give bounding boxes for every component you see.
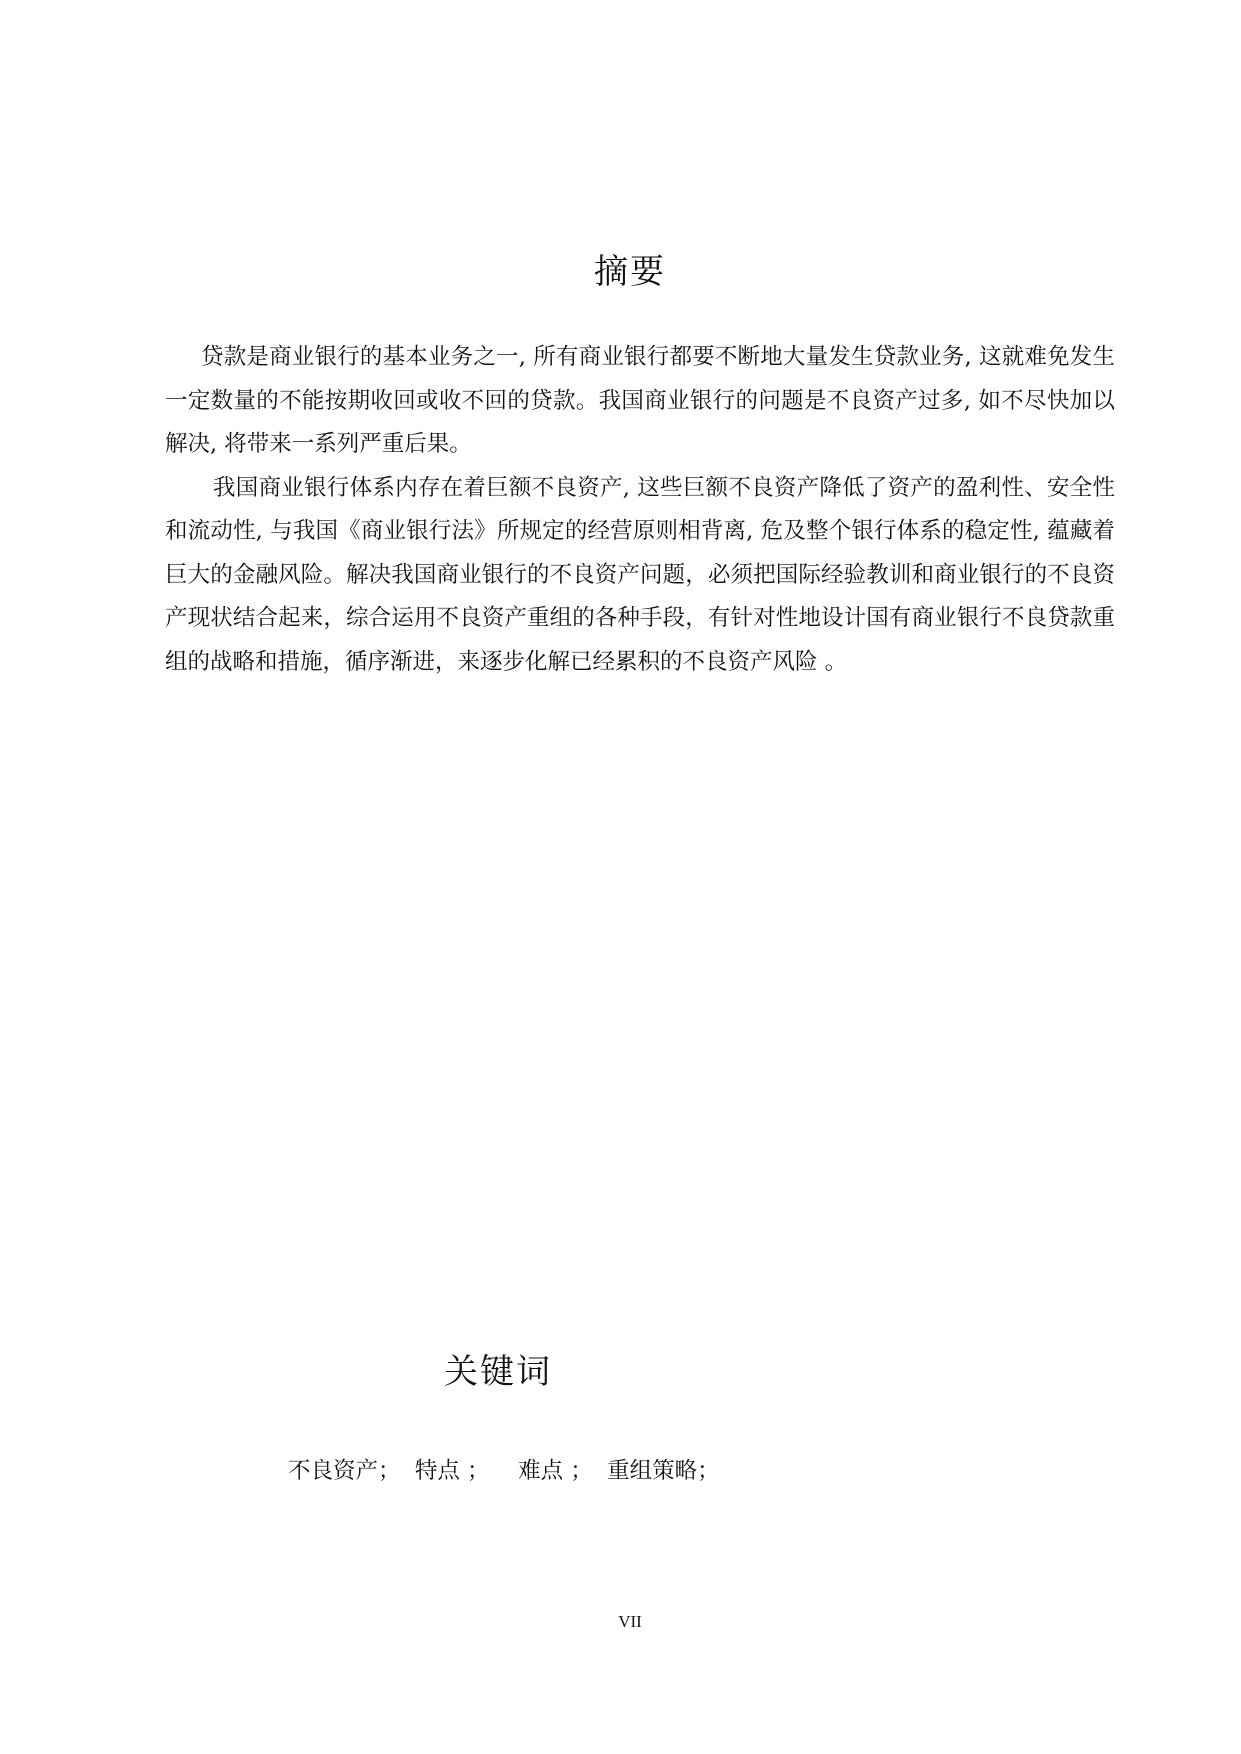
keyword-item: 重组策略 [607,1458,698,1484]
keyword-separator: ； [459,1458,519,1484]
abstract-body [165,336,1115,684]
keywords-title: 关键词 [444,1352,552,1392]
abstract-paragraph-1: 贷款是商业银行的基本业务之一, 所有商业银行都要不断地大量发生贷款业务, 这就难免发生一定数量的不能按期收回或收不回的贷款。我国商业银行的问题是不良资产过多, 如不尽快加以解决, 将带来一系列严重后果。 [165,344,1115,457]
abstract-paragraph-2: 我国商业银行体系内存在着巨额不良资产, 这些巨额不良资产降低了资产的盈利性、安全性和流动性, 与我国《商业银行法》所规定的经营原则相背离, 危及整个银行体系的稳定性, 蕴藏着巨大的金融风险。解决我国商业银行的不良资产问题，必须把国际经验教训和商业银行的不良资产现状结合起来，综合运用不良资产重组的各种手段，有针对性地设计国有商业银行不良贷款重组的战略和措施，循序渐进，来逐步化解已经累积的不良资产风险 。 [165,474,1115,675]
page-number: VII [618,1612,642,1631]
keyword-separator: ； [697,1458,720,1484]
keywords-list [288,1453,720,1485]
keyword-item: 难点 [518,1458,564,1484]
abstract-title: 摘要 [594,252,666,292]
keyword-item: 不良资产 [288,1458,379,1484]
keyword-separator: ； [563,1458,608,1484]
keyword-item: 特点 [414,1458,460,1484]
keyword-separator: ； [378,1458,415,1484]
